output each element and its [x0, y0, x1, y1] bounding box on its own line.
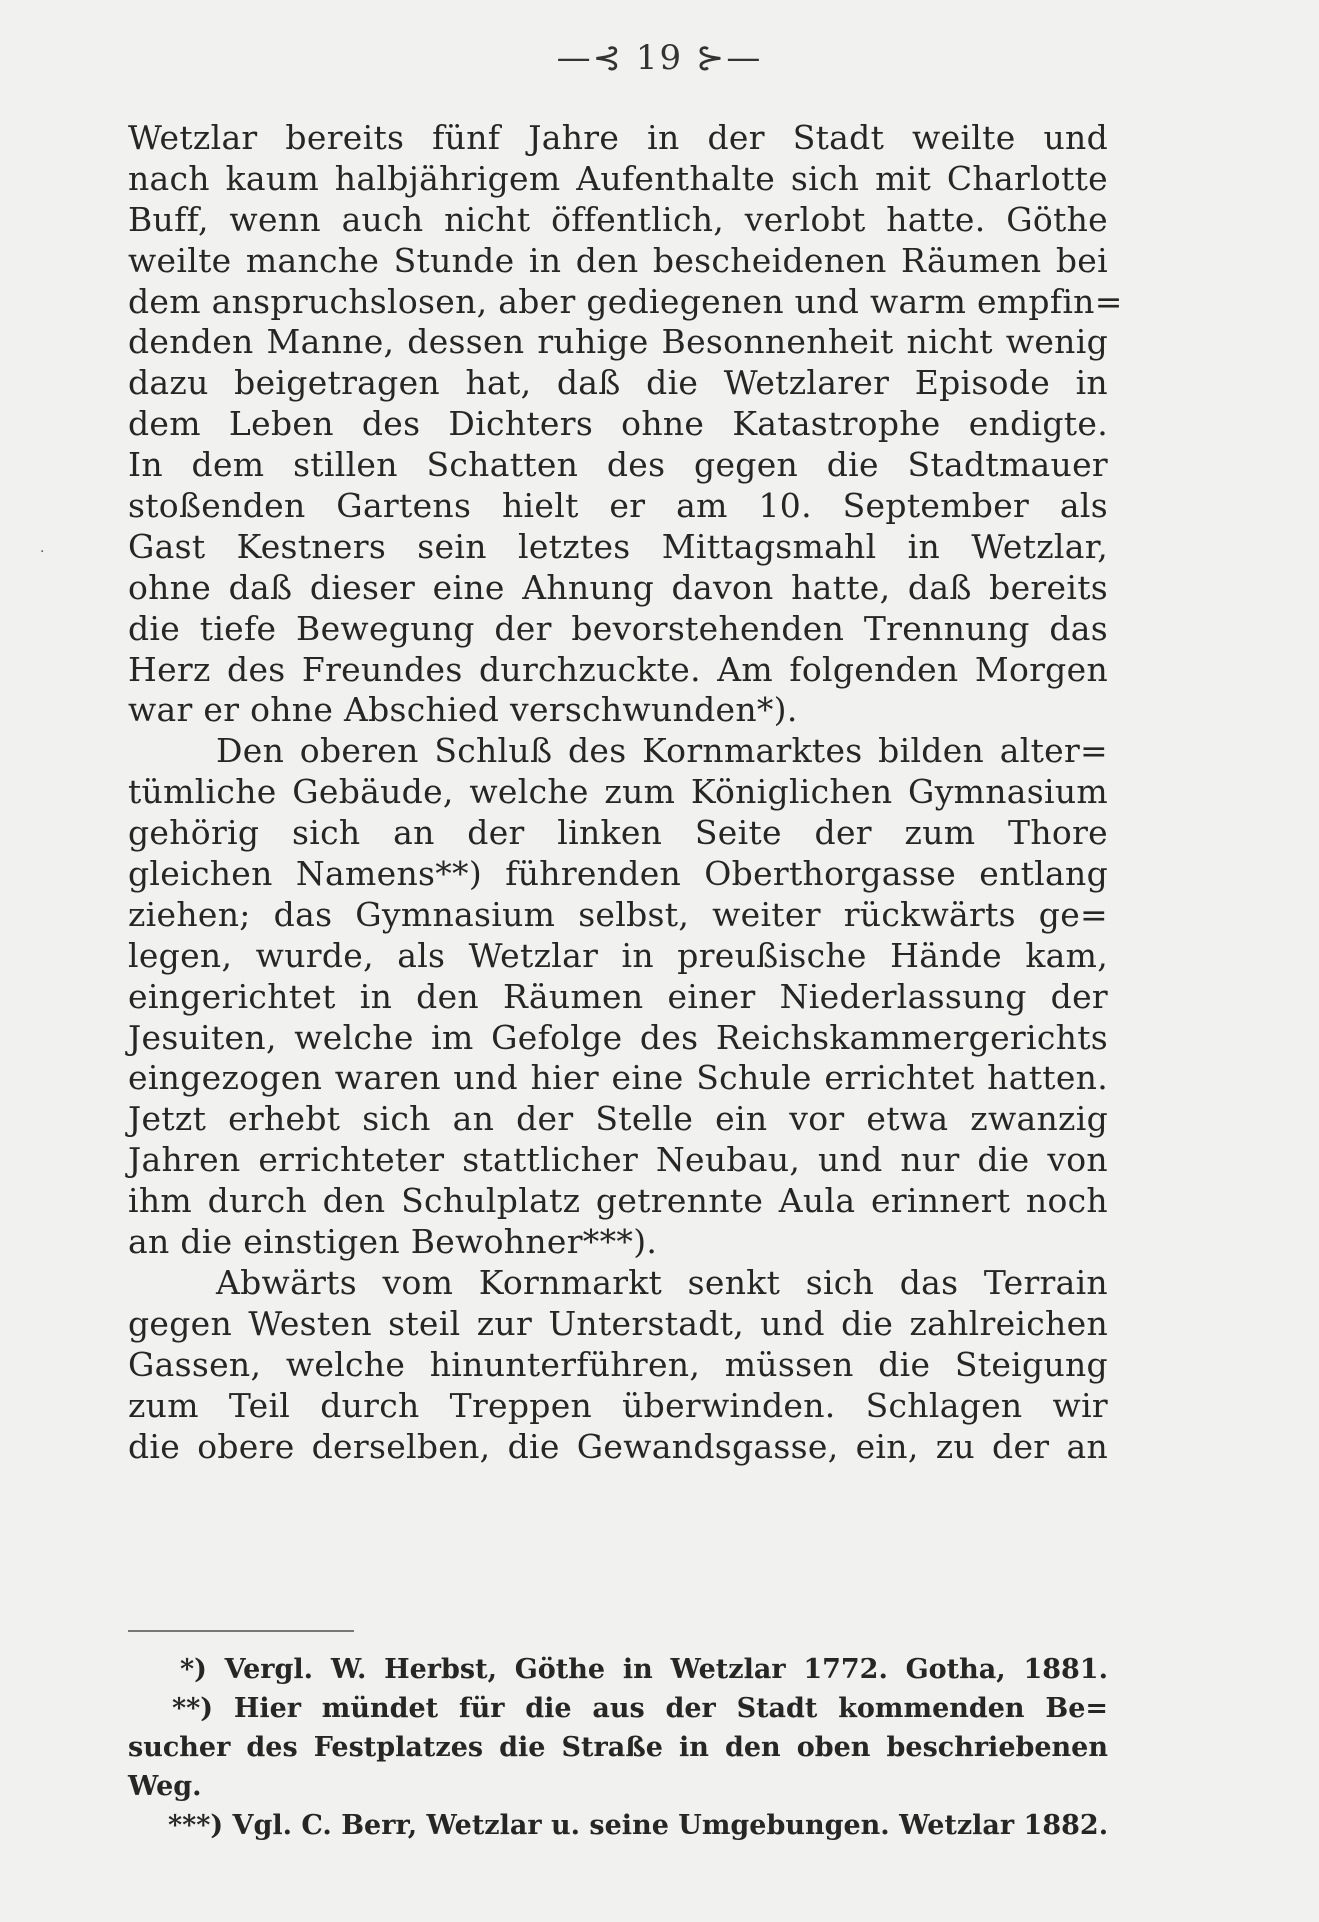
text-line: dem anspruchslosen, aber gediegenen und warm empfin=	[128, 281, 1123, 321]
text-line: Den oberen Schluß des Kornmarktes bilden alter=	[216, 731, 1108, 771]
text-line: stoßenden Gartens hielt er am 10. September als	[128, 486, 1108, 526]
footnote-line: sucher des Festplatzes die Straße in den oben beschriebenen	[128, 1732, 1108, 1763]
text-line: gehörig sich an der linken Seite der zum Thore	[128, 813, 1108, 853]
text-line: eingerichtet in den Räumen einer Niederlassung der	[128, 976, 1108, 1016]
text-line: Gassen, welche hinunterführen, müssen die Steigung	[128, 1344, 1108, 1384]
margin-mark: ·	[40, 544, 45, 560]
footnote-line: Weg.	[128, 1771, 202, 1802]
text-line: Wetzlar bereits fünf Jahre in der Stadt weilte und	[128, 118, 1108, 157]
text-line: eingezogen waren und hier eine Schule errichtet hatten.	[128, 1058, 1108, 1098]
text-line: nach kaum halbjährigem Aufenthalte sich mit Charlotte	[128, 158, 1108, 198]
text-line: war er ohne Abschied verschwunden*).	[128, 690, 798, 730]
footnotes	[128, 1650, 1108, 1845]
text-line: Jetzt erhebt sich an der Stelle ein vor etwa zwanzig	[128, 1099, 1108, 1139]
text-line: weilte manche Stunde in den bescheidenen Räumen bei	[128, 240, 1108, 280]
text-line: tümliche Gebäude, welche zum Königlichen Gymnasium	[128, 772, 1108, 812]
text-line: gleichen Namens**) führenden Oberthorgasse entlang	[128, 854, 1108, 894]
text-line: zum Teil durch Treppen überwinden. Schlagen wir	[128, 1385, 1108, 1425]
text-line: die obere derselben, die Gewandsgasse, ein, zu der an	[128, 1426, 1108, 1466]
text-line: gegen Westen steil zur Unterstadt, und die zahlreichen	[128, 1303, 1108, 1343]
text-line: Jesuiten, welche im Gefolge des Reichskammergerichts	[128, 1017, 1108, 1057]
text-line: Jahren errichteter stattlicher Neubau, und nur die von	[128, 1140, 1108, 1180]
text-line: Herz des Freundes durchzuckte. Am folgenden Morgen	[128, 649, 1108, 689]
footnote-divider	[128, 1630, 354, 1632]
text-line: dem Leben des Dichters ohne Katastrophe endigte.	[128, 404, 1108, 444]
text-line: ohne daß dieser eine Ahnung davon hatte, daß bereits	[128, 567, 1108, 607]
footnote-line: **) Hier mündet für die aus der Stadt kommenden Be=	[172, 1693, 1108, 1724]
text-line: Abwärts vom Kornmarkt senkt sich das Terrain	[216, 1262, 1108, 1302]
text-line: Gast Kestners sein letztes Mittagsmahl in Wetzlar,	[128, 526, 1108, 566]
text-line: Buff, wenn auch nicht öffentlich, verlobt hatte. Göthe	[128, 199, 1108, 239]
page-number: —⊰ 19 ⊱—	[556, 38, 763, 78]
text-line: In dem stillen Schatten des gegen die Stadtmauer	[128, 445, 1108, 485]
text-line: legen, wurde, als Wetzlar in preußische Hände kam,	[128, 935, 1108, 975]
text-line: ziehen; das Gymnasium selbst, weiter rückwärts ge=	[128, 894, 1108, 934]
body-text	[128, 118, 1123, 1467]
text-line: ihm durch den Schulplatz getrennte Aula erinnert noch	[128, 1181, 1108, 1221]
footnote-line: *) Vergl. W. Herbst, Göthe in Wetzlar 1772. Gotha, 1881.	[180, 1654, 1108, 1685]
footnote-line: ***) Vgl. C. Berr, Wetzlar u. seine Umgebungen. Wetzlar 1882.	[168, 1810, 1109, 1841]
text-line: die tiefe Bewegung der bevorstehenden Trennung das	[128, 608, 1108, 648]
text-line: dazu beigetragen hat, daß die Wetzlarer Episode in	[128, 363, 1108, 403]
text-line: denden Manne, dessen ruhige Besonnenheit nicht wenig	[128, 322, 1108, 362]
text-line: an die einstigen Bewohner***).	[128, 1222, 658, 1262]
